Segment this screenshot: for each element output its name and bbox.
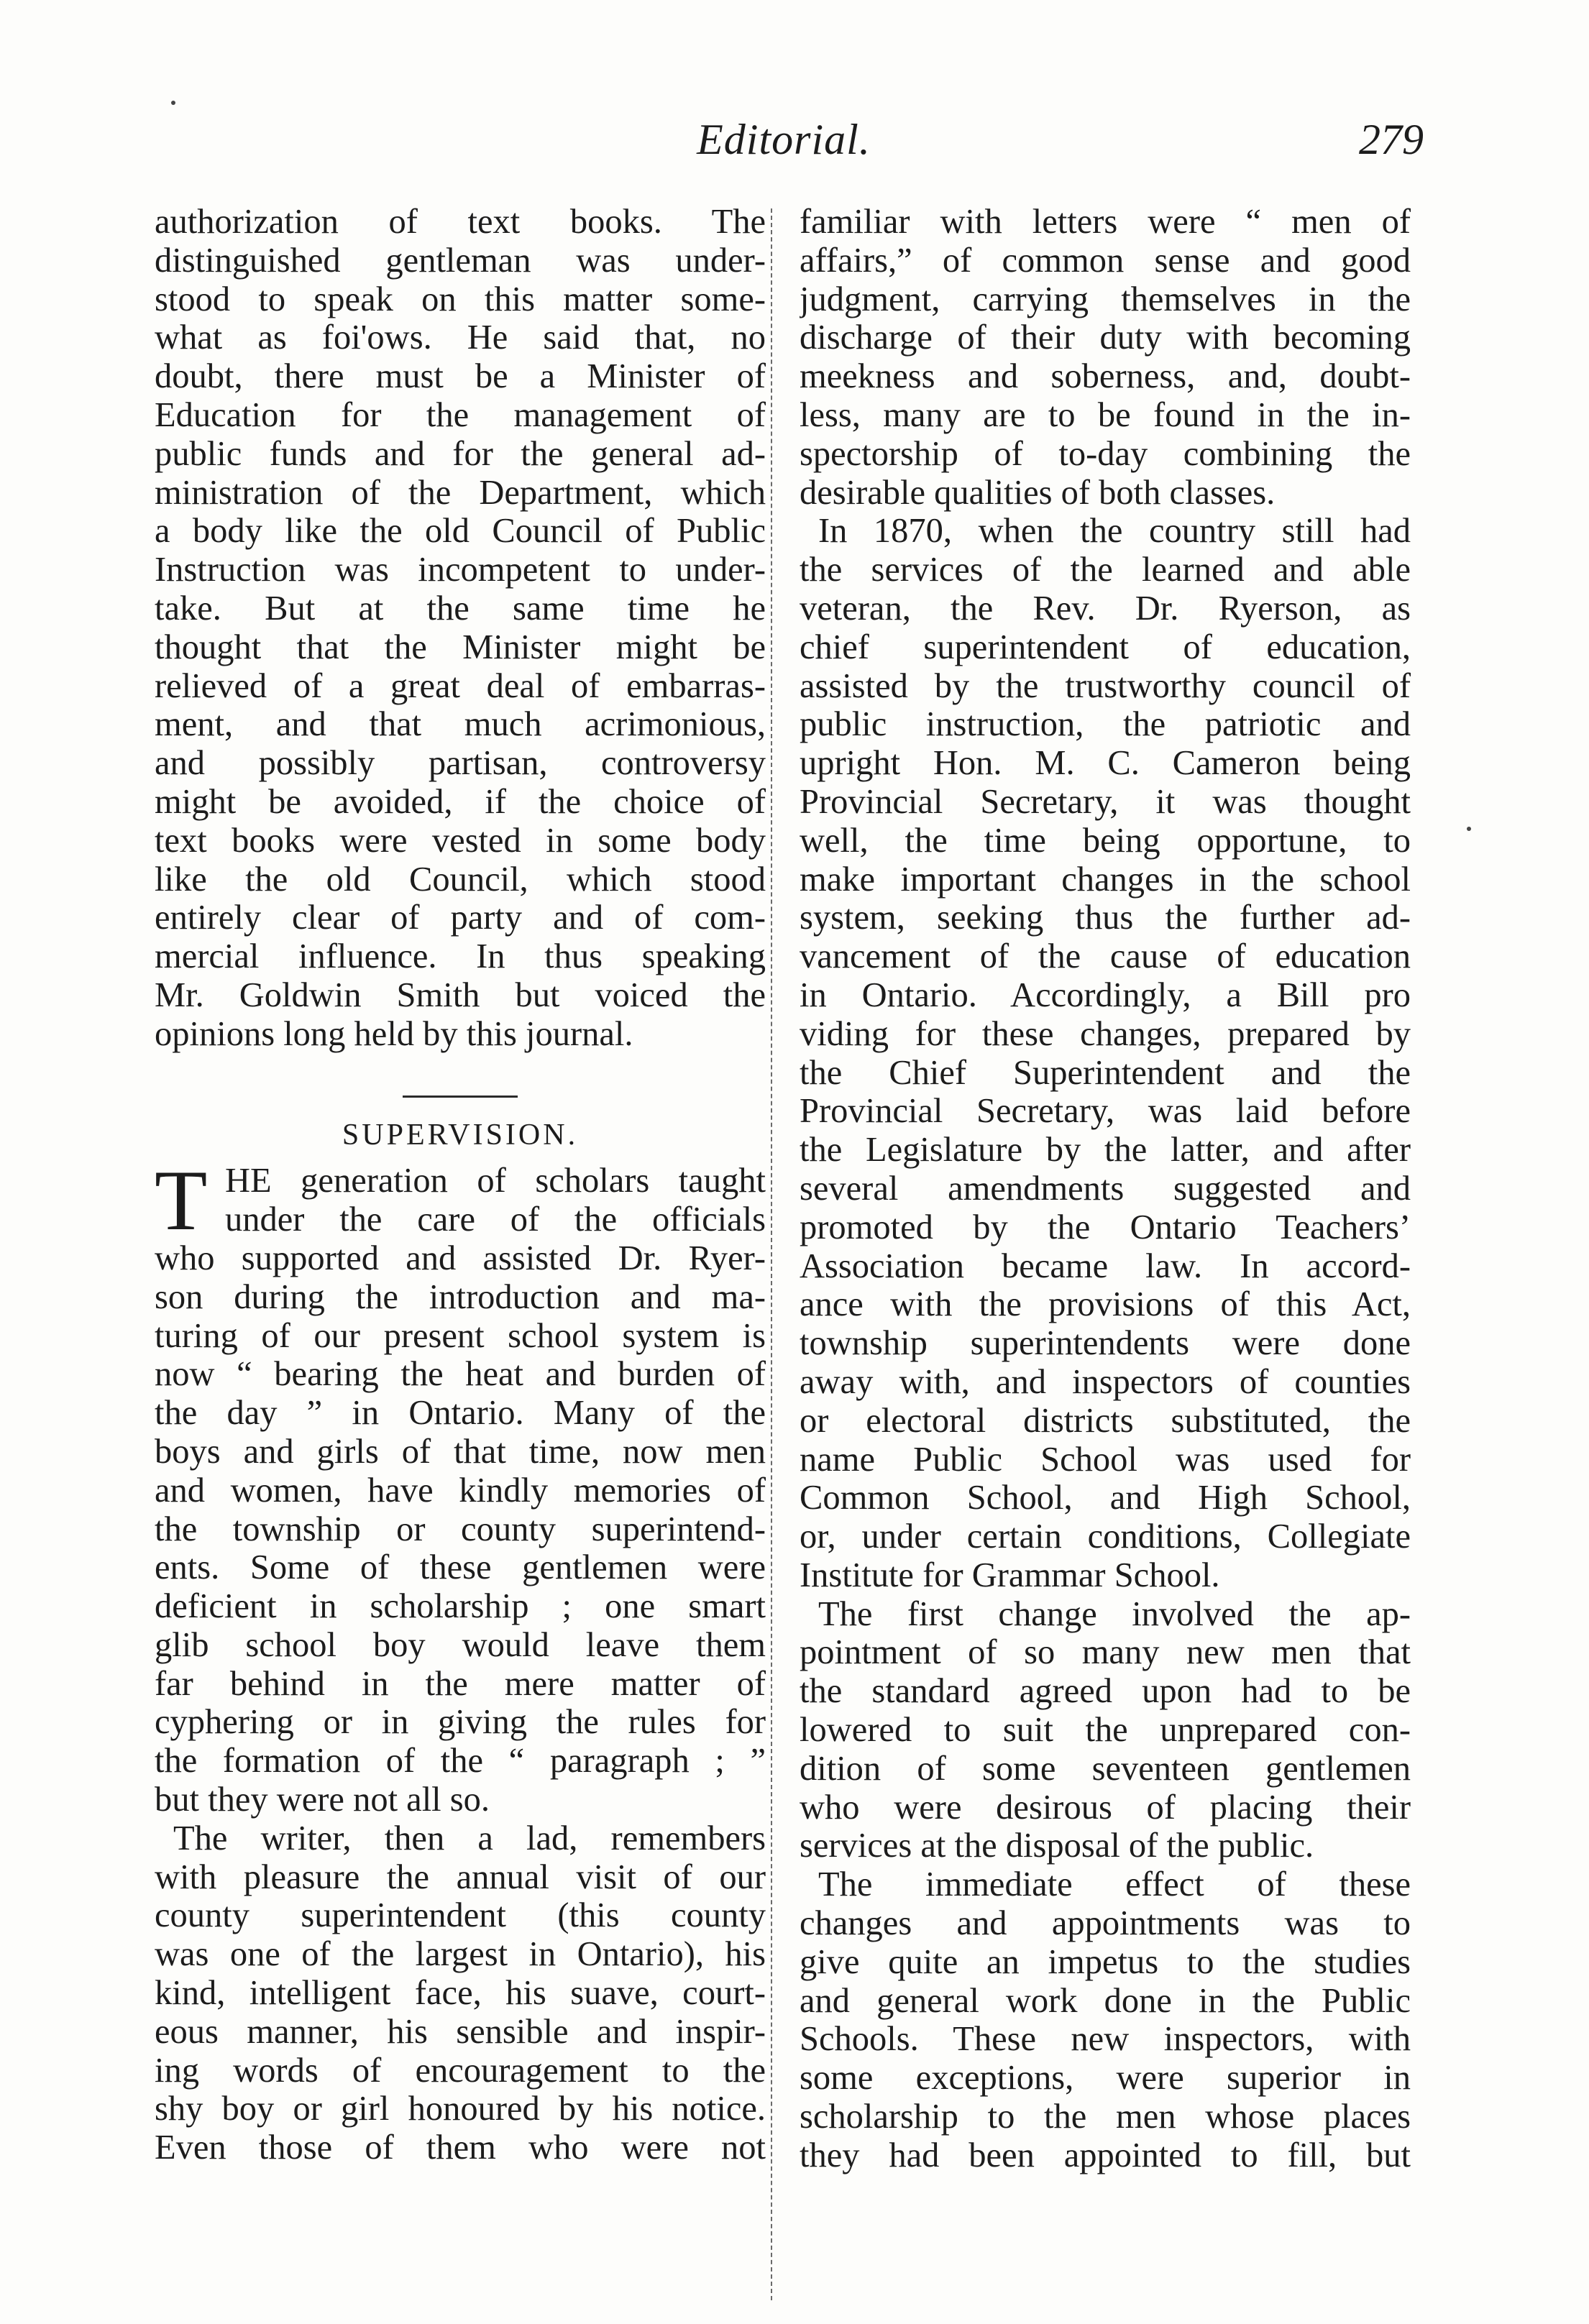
dropcap-paragraph — [155, 1152, 766, 1819]
text-line: take. But at the same time he — [155, 589, 766, 628]
text-line: ment, and that much acrimonious, — [155, 705, 766, 744]
left-paragraph-1 — [155, 203, 766, 1054]
text-line: the Legislature by the latter, and after — [800, 1131, 1411, 1170]
text-line: glib school boy would leave them — [155, 1625, 766, 1664]
text-line: deficient in scholarship ; one smart — [155, 1587, 766, 1626]
right-paragraph-4 — [800, 1865, 1411, 2174]
text-line: lowered to suit the unprepared con- — [800, 1711, 1411, 1750]
text-line: Even those of them who were not — [155, 2128, 766, 2167]
text-line: they had been appointed to fill, but — [800, 2136, 1411, 2174]
text-line: less, many are to be found in the in- — [800, 395, 1411, 434]
text-line: who were desirous of placing their — [800, 1788, 1411, 1827]
text-line: The immediate effect of these — [818, 1865, 1411, 1904]
section-heading: SUPERVISION. — [342, 1118, 579, 1152]
text-line: authorization of text books. The — [155, 203, 766, 241]
text-line: The first change involved the ap- — [818, 1594, 1411, 1633]
text-line: might be avoided, if the choice of — [155, 782, 766, 821]
text-line: or electoral districts substituted, the — [800, 1401, 1411, 1440]
text-line: shy boy or girl honoured by his notice. — [155, 2090, 766, 2128]
print-speck — [171, 101, 175, 105]
text-line: Schools. These new inspectors, with — [800, 2020, 1411, 2059]
text-line: name Public School was used for — [800, 1440, 1411, 1479]
text-line: ents. Some of these gentlemen were — [155, 1548, 766, 1587]
text-line: public funds and for the general ad- — [155, 434, 766, 473]
text-line: the formation of the “ paragraph ; ” — [155, 1742, 766, 1781]
page-number: 279 — [1359, 116, 1424, 163]
text-line: upright Hon. M. C. Cameron being — [800, 744, 1411, 783]
running-head-title: Editorial. — [697, 116, 871, 163]
text-line: Common School, and High School, — [800, 1479, 1411, 1517]
text-line: or, under certain conditions, Collegiate — [800, 1517, 1411, 1556]
text-line: vancement of the cause of education — [800, 937, 1411, 976]
text-line: familiar with letters were “ men of — [800, 203, 1411, 241]
text-line: turing of our present school system is — [155, 1316, 766, 1355]
text-line: spectorship of to-day combining the — [800, 434, 1411, 473]
text-line: who supported and assisted Dr. Ryer- — [155, 1239, 766, 1277]
text-line: thought that the Minister might be — [155, 628, 766, 666]
text-line: affairs,” of common sense and good — [800, 241, 1411, 280]
text-line: make important changes in the school — [800, 860, 1411, 899]
text-line: entirely clear of party and of com- — [155, 899, 766, 937]
text-line: veteran, the Rev. Dr. Ryerson, as — [800, 589, 1411, 628]
text-line: far behind in the mere matter of — [155, 1664, 766, 1703]
text-line: in Ontario. Accordingly, a Bill pro — [800, 975, 1411, 1014]
text-line: text books were vested in some body — [155, 821, 766, 860]
text-line: well, the time being opportune, to — [800, 821, 1411, 860]
right-column — [800, 203, 1411, 2175]
text-line: like the old Council, which stood — [155, 860, 766, 899]
text-line: dition of some seventeen gentlemen — [800, 1749, 1411, 1788]
text-line: the Chief Superintendent and the — [800, 1053, 1411, 1092]
text-line: distinguished gentleman was under- — [155, 241, 766, 280]
text-line: boys and girls of that time, now men — [155, 1432, 766, 1471]
text-line: ing words of encouragement to the — [155, 2051, 766, 2090]
text-line: Mr. Goldwin Smith but voiced the — [155, 975, 766, 1014]
text-line: services at the disposal of the public. — [800, 1827, 1314, 1865]
text-line: Institute for Grammar School. — [800, 1556, 1220, 1594]
text-line: the township or county superintend- — [155, 1510, 766, 1548]
text-line: promoted by the Ontario Teachers’ — [800, 1208, 1411, 1246]
text-line: under the care of the officials — [225, 1200, 766, 1239]
left-paragraph-3 — [155, 1819, 766, 2167]
text-line: county superintendent (this county — [155, 1896, 766, 1935]
right-paragraph-3 — [800, 1595, 1411, 1866]
text-line: and general work done in the Public — [800, 1981, 1411, 2020]
text-line: with pleasure the annual visit of our — [155, 1857, 766, 1896]
text-line: what as foi'ows. He said that, no — [155, 318, 766, 357]
text-line: ministration of the Department, which — [155, 473, 766, 512]
text-line: changes and appointments was to — [800, 1904, 1411, 1943]
text-line: viding for these changes, prepared by — [800, 1014, 1411, 1053]
text-line: ance with the provisions of this Act, — [800, 1285, 1411, 1324]
text-line: some exceptions, were superior in — [800, 2059, 1411, 2098]
text-line: the services of the learned and able — [800, 551, 1411, 589]
text-line: give quite an impetus to the studies — [800, 1942, 1411, 1981]
text-line: Provincial Secretary, it was thought — [800, 782, 1411, 821]
running-head — [0, 115, 1589, 173]
text-line: cyphering or in giving the rules for — [155, 1703, 766, 1742]
column-divider — [771, 208, 772, 2300]
text-line: Instruction was incompetent to under- — [155, 551, 766, 589]
text-line: discharge of their duty with becoming — [800, 318, 1411, 357]
text-line: several amendments suggested and — [800, 1169, 1411, 1208]
text-line: meekness and soberness, and, doubt- — [800, 357, 1411, 396]
text-line: was one of the largest in Ontario), his — [155, 1935, 766, 1974]
text-line: but they were not all so. — [155, 1781, 490, 1819]
left-column — [155, 203, 766, 2167]
text-line: Education for the management of — [155, 395, 766, 434]
text-line: stood to speak on this matter some- — [155, 280, 766, 318]
text-line: desirable qualities of both classes. — [800, 473, 1276, 512]
text-line: kind, intelligent face, his suave, court- — [155, 1974, 766, 2013]
text-line: now “ bearing the heat and burden of — [155, 1355, 766, 1394]
text-line: eous manner, his sensible and inspir- — [155, 2012, 766, 2051]
text-line: doubt, there must be a Minister of — [155, 357, 766, 396]
print-speck — [1467, 827, 1471, 831]
text-line: public instruction, the patriotic and — [800, 705, 1411, 744]
text-line: judgment, carrying themselves in the — [800, 280, 1411, 318]
text-line: Provincial Secretary, was laid before — [800, 1092, 1411, 1131]
text-line: system, seeking thus the further ad- — [800, 899, 1411, 937]
text-line: HE generation of scholars taught — [225, 1162, 766, 1200]
drop-cap: T — [155, 1152, 208, 1249]
text-line: pointment of so many new men that — [800, 1633, 1411, 1672]
text-line: and women, have kindly memories of — [155, 1471, 766, 1510]
text-line: chief superintendent of education, — [800, 628, 1411, 666]
text-line: and possibly partisan, controversy — [155, 744, 766, 783]
text-line: assisted by the trustworthy council of — [800, 666, 1411, 705]
text-line: the standard agreed upon had to be — [800, 1672, 1411, 1711]
text-line: the day ” in Ontario. Many of the — [155, 1394, 766, 1433]
section-ornament-rule — [403, 1096, 518, 1098]
text-line: scholarship to the men whose places — [800, 2098, 1411, 2136]
text-line: a body like the old Council of Public — [155, 512, 766, 551]
text-line: relieved of a great deal of embarras- — [155, 666, 766, 705]
text-line: In 1870, when the country still had — [818, 512, 1411, 551]
text-line: away with, and inspectors of counties — [800, 1362, 1411, 1401]
left-paragraph-2 — [155, 1152, 766, 1819]
right-paragraph-1 — [800, 203, 1411, 512]
text-line: township superintendents were done — [800, 1324, 1411, 1363]
text-line: opinions long held by this journal. — [155, 1014, 633, 1053]
text-line: mercial influence. In thus speaking — [155, 937, 766, 976]
text-line: Association became law. In accord- — [800, 1246, 1411, 1285]
right-paragraph-2 — [800, 512, 1411, 1594]
text-line: The writer, then a lad, remembers — [173, 1819, 766, 1857]
text-line: son during the introduction and ma- — [155, 1277, 766, 1316]
